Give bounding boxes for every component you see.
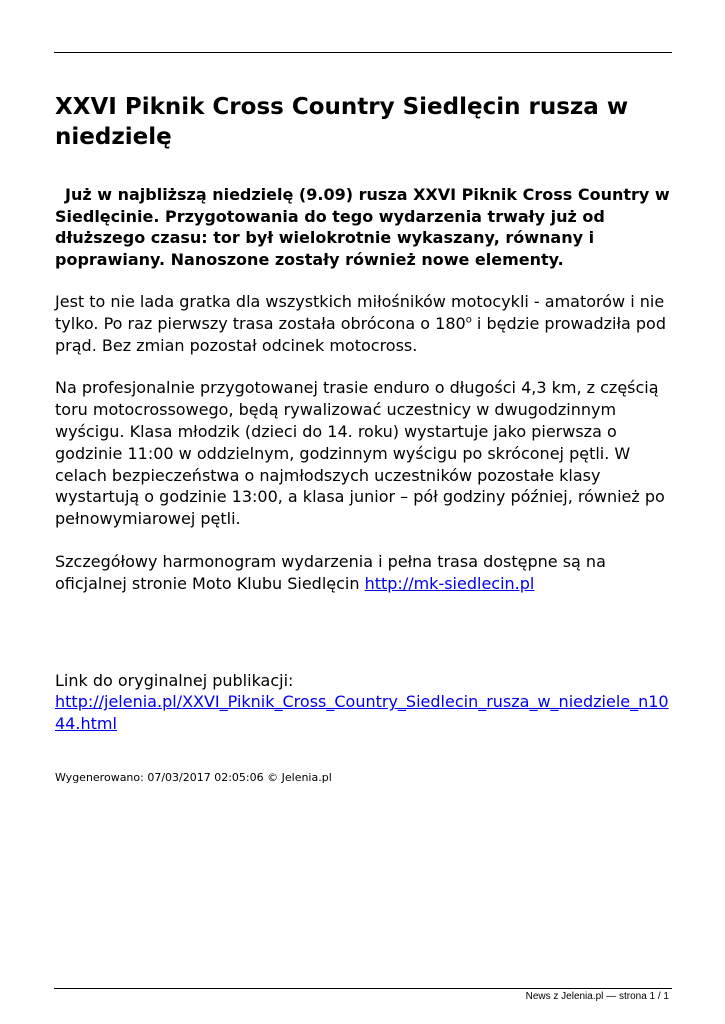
article-lead-text: Już w najbliższą niedzielę (9.09) rusza XXVI Piknik Cross Country w Siedlęcinie. Przygotowania do tego wydarzenia trwały już od dłuższego czasu: tor był wielokrotnie wykaszany, równany i poprawiany. Nanoszone zostały również nowe elementy. [55,185,670,269]
article-title: XXVI Piknik Cross Country Siedlęcin rusza w niedzielę [55,94,629,150]
paragraph-3-text: Szczegółowy harmonogram wydarzenia i pełna trasa dostępne są na oficjalnej stronie Moto Klubu Siedlęcin [55,551,606,593]
paragraph-1 [55,291,675,356]
bottom-divider [54,988,672,989]
generated-timestamp: Wygenerowano: 07/03/2017 02:05:06 © Jelenia.pl [55,770,332,784]
article [55,92,675,785]
source-link[interactable]: http://jelenia.pl/XXVI_Piknik_Cross_Country_Siedlecin_rusza_w_niedziele_n1044.html [55,692,669,734]
source-section [55,670,675,735]
article-lead [55,184,675,270]
degree-superscript: o [465,314,472,326]
paragraph-1-text-start: Jest to nie lada gratka dla wszystkich miłośników motocykli - amatorów i nie tylko. Po raz pierwszy trasa została obrócona o 180 [55,292,665,333]
moto-club-link[interactable]: http://mk-siedlecin.pl [364,573,535,593]
page-footer: News z Jelenia.pl — strona 1 / 1 [525,991,669,1002]
top-divider [54,52,672,53]
paragraph-2: Na profesjonalnie przygotowanej trasie enduro o długości 4,3 km, z częścią toru motocrossowego, będą rywalizować uczestnicy w dwugodzinnym wyścigu. Klasa młodzik (dzieci do 14. roku) wystartuje jako pierwsza o godzinie 11:00 w oddzielnym, godzinnym wyścigu po skróconej pętli. W celach bezpieczeństwa o najmłodszych uczestników pozostałe klasy wystartują o godzinie 13:00, a klasa junior – pół godziny później, również po pełnowymiarowej pętli. [55,378,665,529]
paragraph-1-text-end: i będzie prowadziła pod prąd. Bez zmian pozostał odcinek motocross. [55,313,666,355]
paragraph-3 [55,551,675,595]
source-label: Link do oryginalnej publikacji: [55,670,294,690]
